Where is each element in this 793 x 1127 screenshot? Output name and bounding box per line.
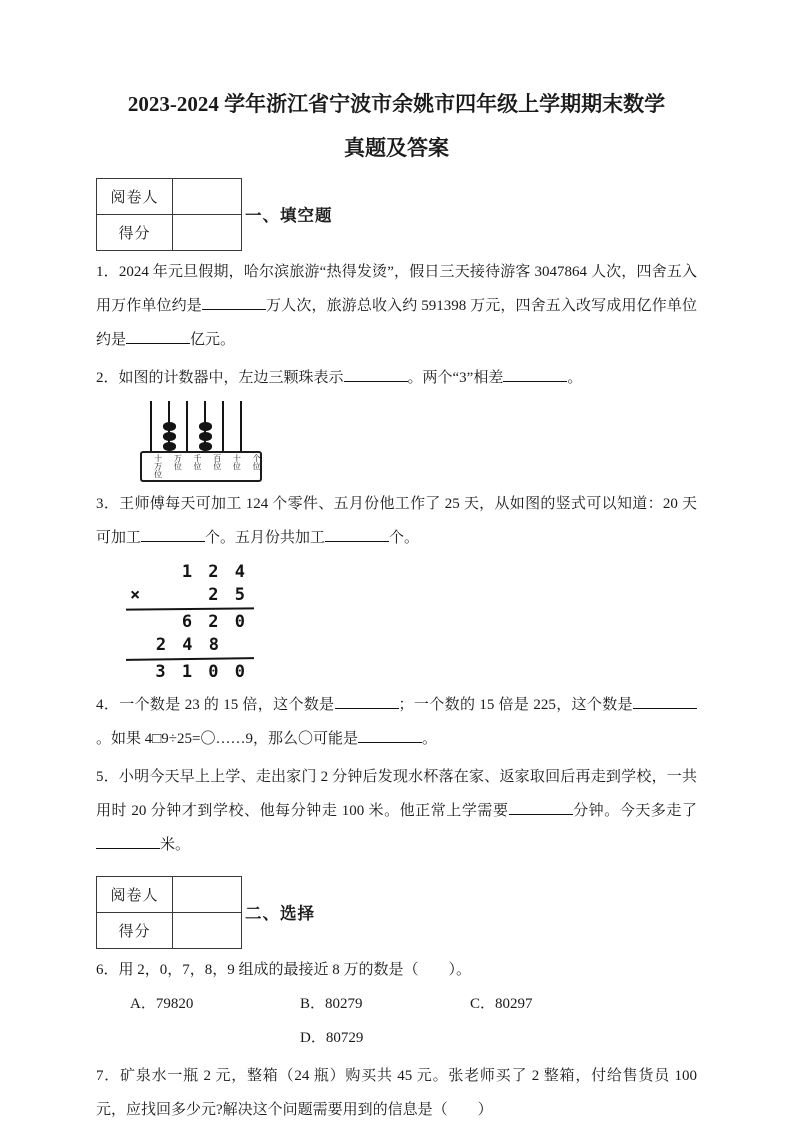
place-label: 千位 [193,454,203,470]
abacus-bead [163,442,176,451]
multiplicand: 1 2 4 [181,562,248,582]
partial-product-1: 6 2 0 [181,612,248,632]
question-1-text: 1．2024 年元旦假期，哈尔滨旅游“热得发烫”，假日三天接待游客 3047864 人次，四舍五入用万作单位约是 [96,264,697,314]
answer-blank [325,528,389,542]
grader-label: 阅卷人 [97,178,173,214]
question-4-text: 。如果 4□9÷25=〇……9，那么〇可能是 [96,731,359,747]
question-2-text: 。 [567,370,583,386]
question-6 [96,953,697,987]
answer-blank [126,330,190,344]
question-5-text: 米。 [160,837,191,853]
score-box [96,876,242,949]
grader-value-cell [173,876,242,912]
question-4-text: ；一个数的 15 倍是 225，这个数是 [398,697,633,713]
abacus-bead [199,432,212,441]
title-line-2: 真题及答案 [344,136,449,160]
score-box-section-1 [96,177,697,251]
place-label: 万位 [173,454,183,470]
question-5-text: 分钟。今天多走了 [572,803,697,819]
option-d: D．80729 [300,1030,364,1046]
score-box [96,178,242,251]
multiplier-row [126,584,254,607]
abacus-rod [162,401,176,451]
score-value-cell [173,912,242,948]
answer-blank [633,695,697,709]
question-6-text: 6．用 2，0，7，8，9 组成的最接近 8 万的数是（ ）。 [96,962,472,978]
score-label: 得分 [97,214,173,250]
abacus-rod [216,401,230,451]
question-7-text: 7．矿泉水一瓶 2 元，整箱（24 瓶）购买共 45 元。张老师买了 2 整箱，付给售货员 100 元，应找回多少元?解决这个问题需要用到的信息是（ ） [96,1068,697,1118]
abacus-base [140,451,262,482]
abacus-bead [199,422,212,431]
answer-blank [503,368,567,382]
question-2-text: 2．如图的计数器中，左边三颗珠表示 [96,370,344,386]
title-line-1: 2023-2024 学年浙江省宁波市余姚市四年级上学期期末数学 [127,92,666,116]
question-5-text: 5．小明今天早上上学、走出家门 2 分钟后发现水杯落在家、返家取回后再走到学校，一共用时 20 分钟才到学校、他每分钟走 100 米。他正常上学需要 [96,769,697,819]
question-6-options-row-2 [96,1021,697,1055]
question-5 [96,760,697,862]
answer-blank [358,729,422,743]
question-3-text: 个。五月份共加工 [205,530,326,546]
partial-product-2: 2 4 8 [155,635,222,655]
place-label: 十位 [232,454,242,470]
question-2 [96,361,697,395]
abacus-rod [198,401,212,451]
abacus-rod [234,401,248,451]
abacus-rod [144,401,158,451]
question-6-options-row-1 [96,987,697,1021]
abacus-bead [163,432,176,441]
product: 3 1 0 0 [155,662,248,682]
question-1-text: 万人次，旅游总收入约 591398 万元，四舍五入改写成用亿作单位约是 [96,298,697,348]
grader-value-cell [173,178,242,214]
answer-blank [509,801,573,815]
place-label: 百位 [212,454,222,470]
question-4 [96,688,697,756]
question-3-text: 3．王师傅每天可加工 124 个零件、五月份他工作了 25 天，从如图的竖式可以知道：20 天可加工 [96,496,697,546]
abacus-rods [144,401,248,451]
section-heading-choice: 二、选择 [245,904,315,923]
question-4-text: 4．一个数是 23 的 15 倍，这个数是 [96,697,335,713]
vertical-multiplication-figure [126,561,254,684]
multiplier: 2 5 [208,585,248,605]
score-label: 得分 [97,912,173,948]
option-a: A．79820 [130,996,194,1012]
page-title [96,88,697,164]
question-3-text: 个。 [389,530,420,546]
grader-label: 阅卷人 [97,876,173,912]
answer-blank [96,835,160,849]
question-7 [96,1059,697,1127]
question-1 [96,255,697,357]
answer-blank [335,695,399,709]
score-box-section-2 [96,875,697,949]
answer-blank [141,528,205,542]
score-value-cell [173,214,242,250]
answer-blank [202,296,266,310]
abacus-rod [180,401,194,451]
counter-figure [140,401,264,483]
option-c: C．80297 [470,996,533,1012]
place-label: 十万位 [153,454,163,478]
answer-blank [344,368,408,382]
abacus-bead [199,442,212,451]
question-4-text: 。 [422,731,438,747]
section-heading-fill-blank: 一、填空题 [245,206,333,225]
option-b: B．80279 [300,996,363,1012]
abacus-bead [163,422,176,431]
question-3 [96,487,697,555]
place-label: 个位 [252,454,262,470]
multiply-sign: × [130,585,144,605]
question-2-text: 。两个“3”相差 [407,370,504,386]
question-1-text: 亿元。 [190,332,236,348]
